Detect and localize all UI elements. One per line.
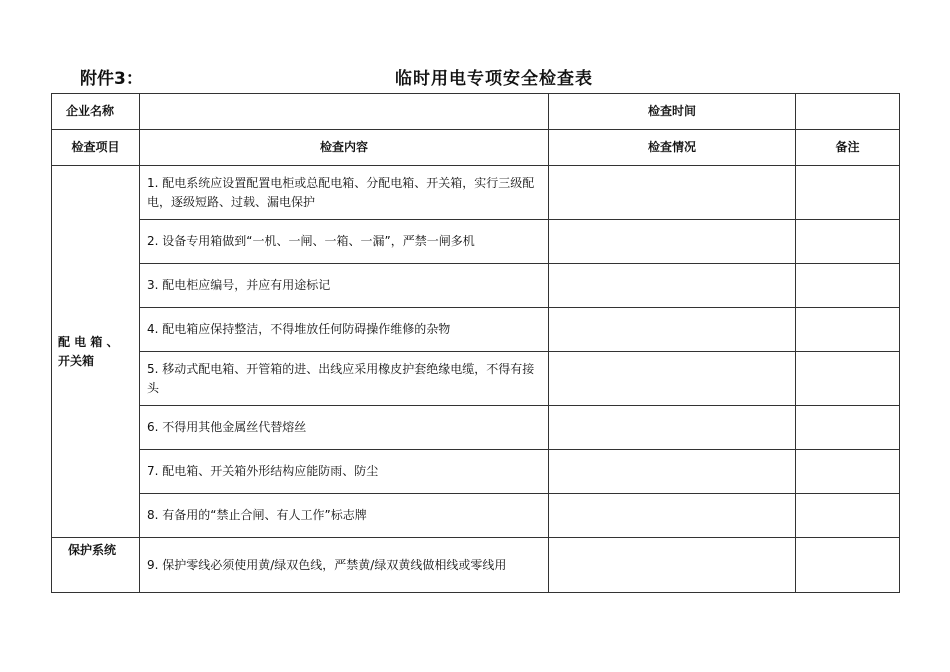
check-content: 5. 移动式配电箱、开管箱的进、出线应采用橡皮护套绝缘电缆，不得有接头 (140, 352, 549, 406)
check-content: 3. 配电柜应编号，并应有用途标记 (140, 264, 549, 308)
note-cell (796, 308, 900, 352)
check-status-cell (549, 406, 796, 450)
check-status-cell (549, 538, 796, 593)
table-row (52, 308, 900, 352)
inspection-table (51, 93, 900, 593)
note-cell (796, 264, 900, 308)
check-status-cell (549, 264, 796, 308)
check-content: 6. 不得用其他金属丝代替熔丝 (140, 406, 549, 450)
col-header-status: 检查情况 (549, 130, 796, 166)
table-row (52, 352, 900, 406)
check-status-cell (549, 494, 796, 538)
column-header-row (52, 130, 900, 166)
col-header-content: 检查内容 (140, 130, 549, 166)
note-cell (796, 450, 900, 494)
table-row (52, 264, 900, 308)
note-cell (796, 406, 900, 450)
note-cell (796, 166, 900, 220)
check-content: 4. 配电箱应保持整洁，不得堆放任何防碍操作维修的杂物 (140, 308, 549, 352)
col-header-item: 检查项目 (52, 130, 140, 166)
check-status-cell (549, 308, 796, 352)
check-time-value (796, 94, 900, 130)
table-row (52, 406, 900, 450)
check-content: 8. 有备用的“禁止合闸、有人工作”标志牌 (140, 494, 549, 538)
note-cell (796, 220, 900, 264)
check-time-label: 检查时间 (549, 94, 796, 130)
table-row (52, 538, 900, 593)
table-row (52, 494, 900, 538)
company-row (52, 94, 900, 130)
check-status-cell (549, 166, 796, 220)
note-cell (796, 538, 900, 593)
category-label-line2: 开关箱 (58, 353, 95, 368)
table-row (52, 220, 900, 264)
check-content: 7. 配电箱、开关箱外形结构应能防雨、防尘 (140, 450, 549, 494)
attachment-label: 附件3： (80, 69, 143, 89)
check-content: 2. 设备专用箱做到“一机、一闸、一箱、一漏”，严禁一闸多机 (140, 220, 549, 264)
col-header-note: 备注 (796, 130, 900, 166)
check-status-cell (549, 450, 796, 494)
check-content: 1. 配电系统应设置配置电柜或总配电箱、分配电箱、开关箱，实行三级配电，逐级短路、过载、漏电保护 (140, 166, 549, 220)
check-status-cell (549, 352, 796, 406)
category-label-line1: 配 电 箱 、 (58, 334, 119, 349)
category-distribution-box (52, 166, 140, 538)
note-cell (796, 352, 900, 406)
company-name-value (140, 94, 549, 130)
company-name-label: 企业名称 (52, 94, 140, 130)
page-title: 临时用电专项安全检查表 (395, 69, 593, 89)
category-protection-system: 保护系统 (52, 538, 140, 593)
check-status-cell (549, 220, 796, 264)
check-content: 9. 保护零线必须使用黄/绿双色线，严禁黄/绿双黄线做相线或零线用 (140, 538, 549, 593)
note-cell (796, 494, 900, 538)
table-row (52, 450, 900, 494)
table-row (52, 166, 900, 220)
